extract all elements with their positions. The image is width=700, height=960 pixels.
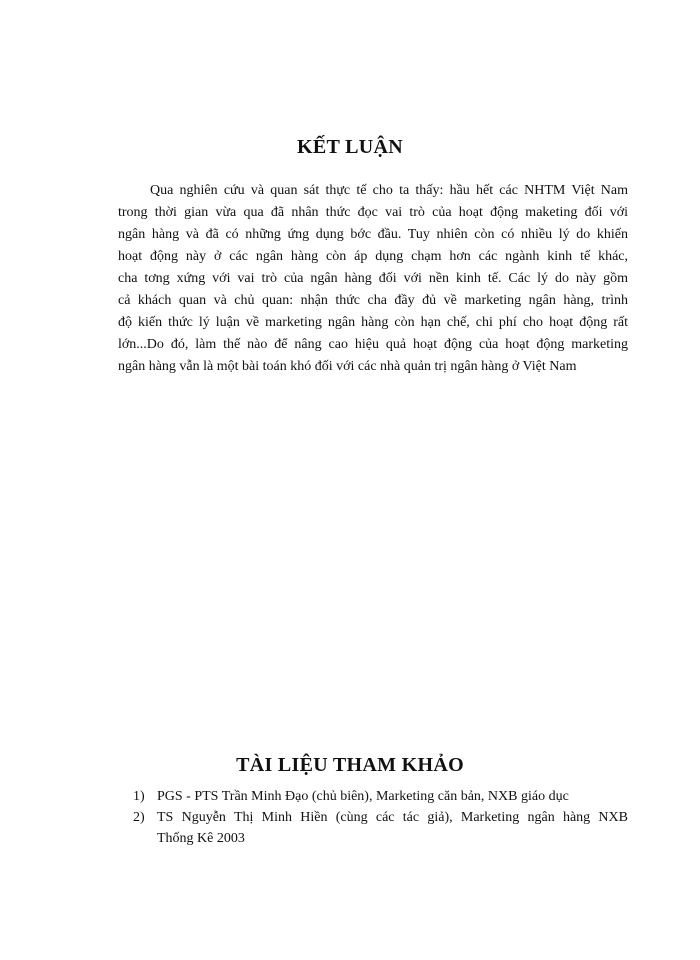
references-list xyxy=(133,786,628,849)
paragraph-line: hoạt động này ở các ngân hàng còn áp dụng chạm hơn các ngành kinh tế khác, xyxy=(118,249,628,264)
paragraph-line: ngân hàng vẫn là một bài toán khó đối với các nhà quản trị ngân hàng ở Việt Nam xyxy=(118,359,577,374)
paragraph-line: cả khách quan và chủ quan: nhận thức cha đầy đủ về marketing ngân hàng, trình xyxy=(118,293,628,308)
conclusion-paragraph xyxy=(118,180,628,378)
reference-number: 1) xyxy=(133,789,145,804)
paragraph-line: trong thời gian vừa qua đã nhân thức đọc vai trò của hoạt động maketing đối với xyxy=(118,205,628,220)
conclusion-heading: KẾT LUẬN xyxy=(297,136,403,158)
reference-text: PGS - PTS Trần Minh Đạo (chủ biên), Marketing căn bản, NXB giáo dục xyxy=(157,789,569,804)
reference-item xyxy=(133,807,628,849)
paragraph-line: ngân hàng và đã có những ứng dụng bớc đầu. Tuy nhiên còn có nhiều lý do khiến xyxy=(118,227,628,242)
reference-text-continued: Thống Kê 2003 xyxy=(157,831,245,846)
reference-number: 2) xyxy=(133,810,145,825)
reference-item xyxy=(133,786,628,807)
reference-text: TS Nguyễn Thị Minh Hiền (cùng các tác giả), Marketing ngân hàng NXB xyxy=(157,810,628,825)
paragraph-line: Qua nghiên cứu và quan sát thực tế cho ta thấy: hầu hết các NHTM Việt Nam xyxy=(150,183,628,198)
paragraph-line: lớn...Do đó, làm thế nào để nâng cao hiệu quả hoạt động của hoạt động marketing xyxy=(118,337,628,352)
paragraph-line: độ kiến thức lý luận về marketing ngân hàng còn hạn chế, chi phí cho hoạt động rất xyxy=(118,315,628,330)
paragraph-line: cha tơng xứng với vai trò của ngân hàng đối với nền kinh tế. Các lý do này gồm xyxy=(118,271,628,286)
references-heading: TÀI LIỆU THAM KHẢO xyxy=(236,754,464,776)
